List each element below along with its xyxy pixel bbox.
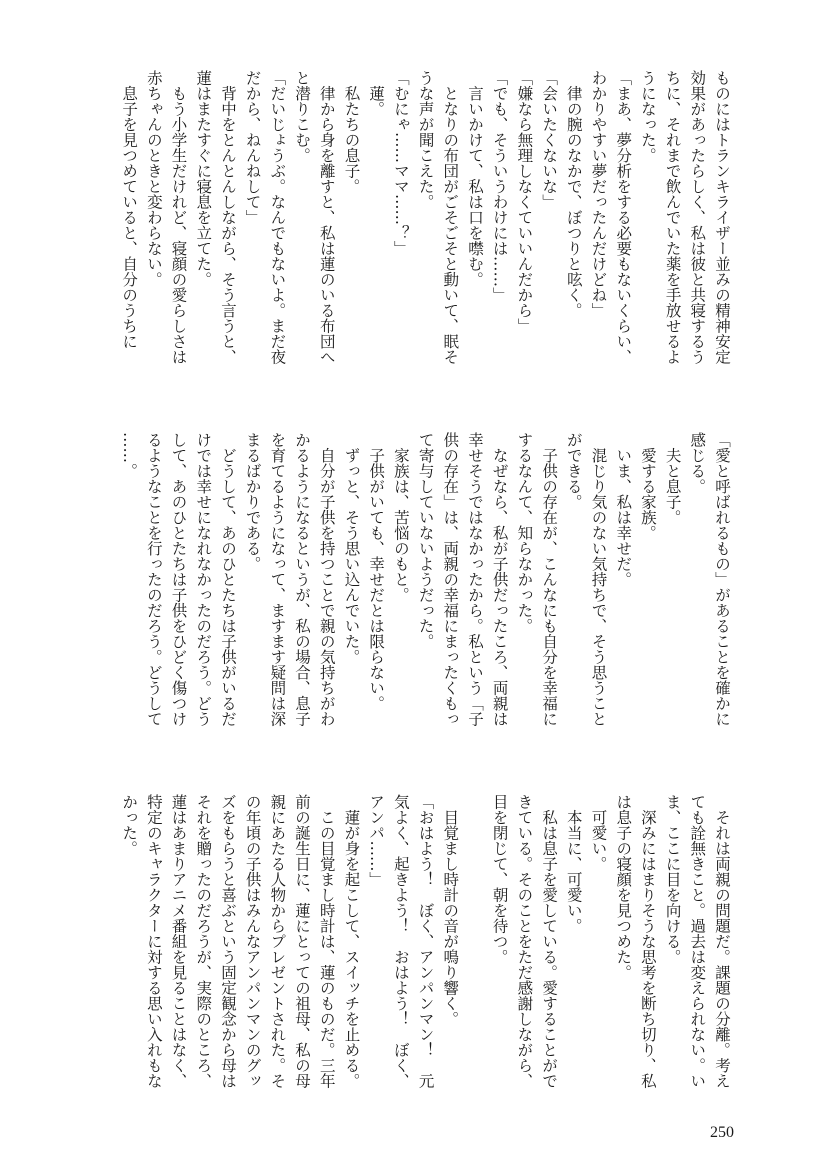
text-line: この目覚まし時計は、蓮のものだ。三年	[317, 794, 336, 1089]
text-line: ズをもらうと喜ぶという固定観念から母は	[218, 794, 237, 1089]
text-line: アンパ……」	[367, 794, 386, 887]
text-line: もう小学生だけれど、寝顔の愛らしさは	[169, 70, 188, 365]
text-line: 愛する家族。	[638, 432, 657, 541]
text-line: 子供がいても、幸せだとは限らない。	[367, 432, 386, 711]
text-line: は息子の寝顔を見つめた。	[614, 794, 633, 980]
text-line: 自分が子供を持つことで親の気持ちがわ	[317, 432, 336, 727]
text-line: それは両親の問題だ。課題の分離。考え	[713, 794, 731, 1089]
text-block-middle	[116, 432, 734, 792]
text-line: ができる。	[564, 432, 583, 510]
text-line: ものにはトランキライザー並みの精神安定	[713, 70, 731, 365]
text-line: と潜りこむ。	[293, 70, 312, 163]
text-line: 蓮はあまりアニメ番組を見ることはなく、	[169, 794, 188, 1089]
text-line: けでは幸せになれなかったのだろう。どう	[194, 432, 213, 727]
text-line: 幸せそうではなかったから。私という「子	[465, 432, 484, 727]
text-line: を育てるようになって、ますます疑問は深	[268, 432, 287, 727]
text-line: 蓮が身を起こして、スイッチを止める。	[342, 794, 361, 1089]
text-line: 効果があったらしく、私は彼と共寝するう	[688, 70, 707, 365]
text-line: いま、私は幸せだ。	[614, 432, 633, 587]
text-line: 「でも、そういうわけには……」	[490, 70, 509, 303]
text-line: それを贈ったのだろうが、実際のところ、	[194, 794, 213, 1089]
text-line: 家族は、苦悩のもと。	[391, 432, 410, 603]
text-line: 本当に、可愛い。	[564, 794, 583, 934]
text-line: 蓮はまたすぐに寝息を立てた。	[194, 70, 213, 287]
text-line: 「嫌なら無理しなくていいんだから」	[515, 70, 534, 334]
text-line: 混じり気のない気持ちで、そう思うこと	[589, 432, 608, 727]
text-line: 夫と息子。	[663, 432, 682, 525]
text-line: 「おはよう！ ぼく、アンパンマン！ 元	[416, 794, 435, 1089]
text-line: うになった。	[638, 70, 657, 163]
text-line: 目を閉じて、朝を待つ。	[490, 794, 509, 965]
text-line: 律の腕のなかで、ぼつりと呟く。	[564, 70, 583, 318]
text-line: 気よく、起きよう！ おはよう！ ぼく、	[391, 794, 410, 1089]
text-line: 蓮。	[367, 70, 386, 117]
page-number: 250	[710, 1124, 734, 1141]
text-line: 特定のキャラクターに対する思い入れもな	[144, 794, 163, 1089]
text-line: 「だいじょうぶ。なんでもないよ。まだ夜	[268, 70, 287, 365]
text-line: 「愛と呼ばれるもの」があることを確かに	[713, 432, 731, 727]
text-line: かった。	[120, 794, 139, 856]
text-line: なぜなら、私が子供だったころ、両親は	[490, 432, 509, 727]
text-line: して、あのひとたちは子供をひどく傷つけ	[169, 432, 188, 727]
text-line: るようなことを行ったのだろう。どうして	[144, 432, 163, 727]
text-line: 「まあ、夢分析をする必要もないくらい、	[614, 70, 633, 365]
text-line: 私は息子を愛している。愛することがで	[540, 794, 559, 1089]
text-line: かるようになるというが、私の場合、息子	[293, 432, 312, 727]
text-line: 供の存在」は、両親の幸福にまったくもっ	[441, 432, 460, 727]
text-line: うな声が聞こえた。	[416, 70, 435, 210]
text-line: ちに、それまで飲んでいた薬を手放せるよ	[663, 70, 682, 365]
text-line: 深みにはまりそうな思考を断ち切り、私	[638, 794, 657, 1089]
text-line: となりの布団がごそごそと動いて、眠そ	[441, 70, 460, 365]
text-line: まるばかりである。	[243, 432, 262, 572]
text-line: の年頃の子供はみんなアンパンマンのグッ	[243, 794, 262, 1089]
text-line: て寄与していないようだった。	[416, 432, 435, 649]
text-line: 「会いたくないな」	[540, 70, 559, 210]
text-line: だから、ねんねして」	[243, 70, 262, 225]
text-line: きている。そのことをただ感謝しながら、	[515, 794, 534, 1089]
text-line: 赤ちゃんのときと変わらない。	[144, 70, 163, 287]
text-line: どうして、あのひとたちは子供がいるだ	[218, 432, 237, 727]
text-line	[462, 794, 487, 1154]
text-line: ま、ここに目を向ける。	[663, 794, 682, 965]
text-line: 「むにゃ……ママ……？」	[391, 70, 410, 256]
text-line: 律から身を離すと、私は蓮のいる布団へ	[317, 70, 336, 365]
text-line: 背中をとんとんしながら、そう言うと、	[218, 70, 237, 365]
text-line: 親にあたる人物からプレゼントされた。そ	[268, 794, 287, 1089]
text-line: 息子を見つめていると、自分のうちに	[120, 70, 139, 349]
text-block-bottom	[116, 794, 734, 1154]
text-line: 子供の存在が、こんなにも自分を幸福に	[540, 432, 559, 727]
text-line: 言いかけて、私は口を噤む。	[465, 70, 484, 287]
text-line: 前の誕生日に、蓮にとっての祖母、私の母	[293, 794, 312, 1089]
text-line: ても詮無きこと。過去は変えられない。い	[688, 794, 707, 1089]
text-line: ずっと、そう思い込んでいた。	[342, 432, 361, 665]
text-block-top	[116, 70, 734, 430]
text-line: するなんて、知らなかった。	[515, 432, 534, 634]
text-line: ……。	[120, 432, 139, 479]
text-line: わかりやすい夢だったんだけどね」	[589, 70, 608, 318]
text-line: 私たちの息子。	[342, 70, 361, 194]
text-line: 感じる。	[688, 432, 707, 494]
text-line: 可愛い。	[589, 794, 608, 872]
text-line: 目覚まし時計の音が鳴り響く。	[441, 794, 460, 1027]
